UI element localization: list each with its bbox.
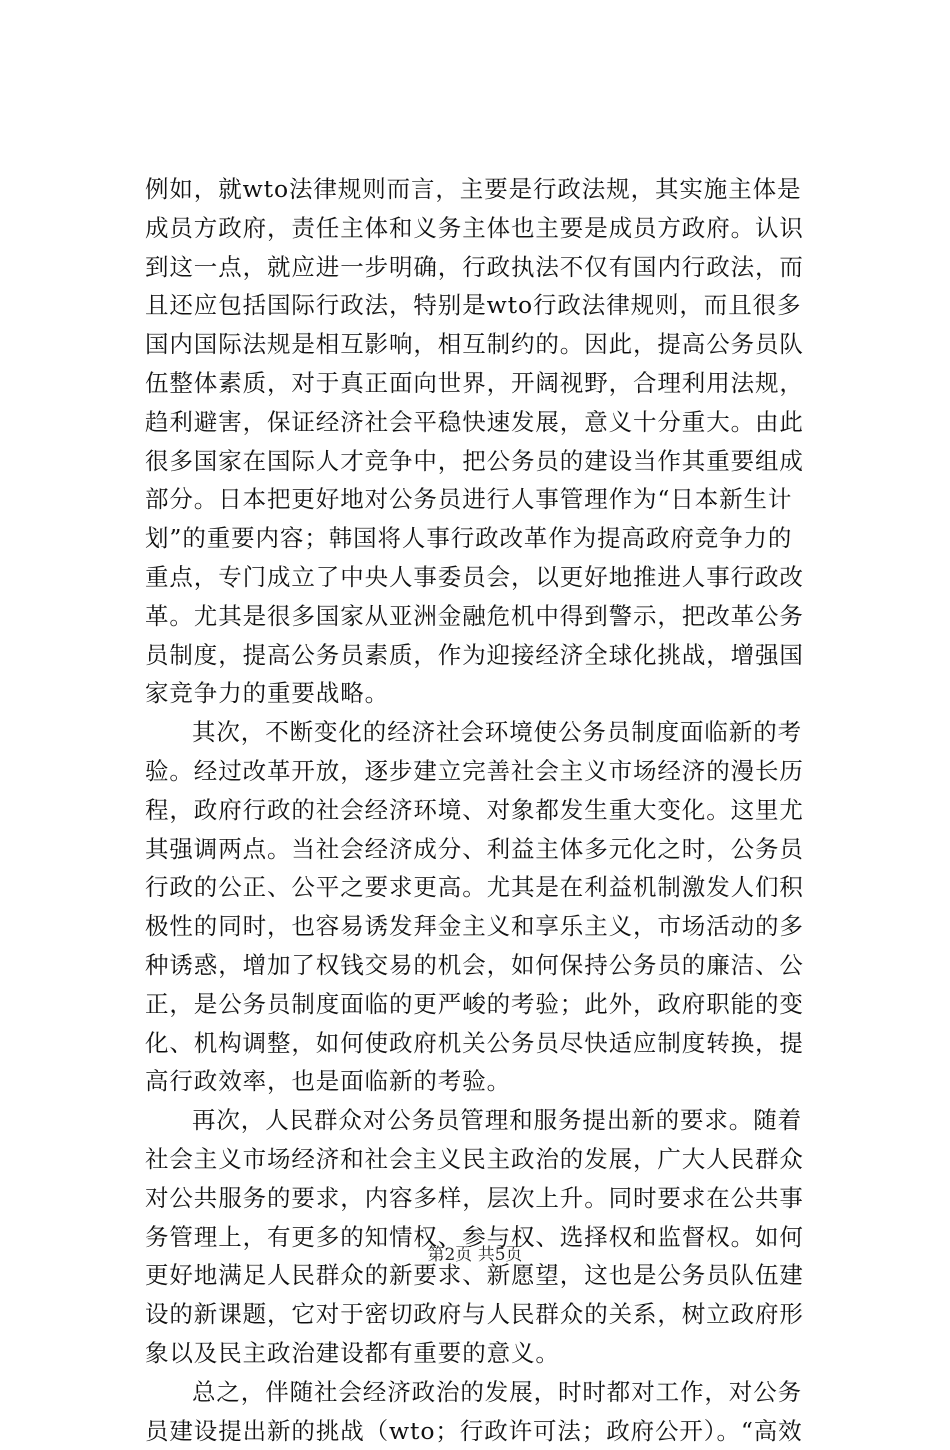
text-line: 革。尤其是很多国家从亚洲金融危机中得到警示，把改革公务	[145, 597, 810, 636]
text-line: 更好地满足人民群众的新要求、新愿望，这也是公务员队伍建	[145, 1256, 810, 1295]
text-line: 社会主义市场经济和社会主义民主政治的发展，广大人民群众	[145, 1140, 810, 1179]
paragraph-start-line: 总之，伴随社会经济政治的发展，时时都对工作，对公务	[145, 1373, 810, 1412]
text-line: 行政的公正、公平之要求更高。尤其是在利益机制激发人们积	[145, 868, 810, 907]
text-line: 趋利避害，保证经济社会平稳快速发展，意义十分重大。由此	[145, 403, 810, 442]
text-line: 其强调两点。当社会经济成分、利益主体多元化之时，公务员	[145, 830, 810, 869]
text-line: 且还应包括国际行政法，特别是wto行政法律规则，而且很多	[145, 286, 810, 325]
text-line: 家竞争力的重要战略。	[145, 674, 810, 713]
paragraph-start-line: 其次，不断变化的经济社会环境使公务员制度面临新的考	[145, 713, 810, 752]
text-line: 极性的同时，也容易诱发拜金主义和享乐主义，市场活动的多	[145, 907, 810, 946]
text-line: 很多国家在国际人才竞争中，把公务员的建设当作其重要组成	[145, 442, 810, 481]
text-line: 务管理上，有更多的知情权、参与权、选择权和监督权。如何	[145, 1218, 810, 1257]
text-line: 划”的重要内容；韩国将人事行政改革作为提高政府竞争力的	[145, 519, 810, 558]
text-line: 化、机构调整，如何使政府机关公务员尽快适应制度转换，提	[145, 1024, 810, 1063]
text-line: 设的新课题，它对于密切政府与人民群众的关系，树立政府形	[145, 1295, 810, 1334]
text-line: 员制度，提高公务员素质，作为迎接经济全球化挑战，增强国	[145, 636, 810, 675]
paragraph-start-line: 再次，人民群众对公务员管理和服务提出新的要求。随着	[145, 1101, 810, 1140]
text-line: 到这一点，就应进一步明确，行政执法不仅有国内行政法，而	[145, 248, 810, 287]
text-line: 验。经过改革开放，逐步建立完善社会主义市场经济的漫长历	[145, 752, 810, 791]
page-footer	[0, 1240, 950, 1265]
text-line: 高行政效率，也是面临新的考验。	[145, 1062, 810, 1101]
text-line: 国内国际法规是相互影响，相互制约的。因此，提高公务员队	[145, 325, 810, 364]
text-line: 象以及民主政治建设都有重要的意义。	[145, 1334, 810, 1373]
text-line: 重点，专门成立了中央人事委员会，以更好地推进人事行政改	[145, 558, 810, 597]
text-line: 种诱惑，增加了权钱交易的机会，如何保持公务员的廉洁、公	[145, 946, 810, 985]
text-line: 程，政府行政的社会经济环境、对象都发生重大变化。这里尤	[145, 791, 810, 830]
text-line: 成员方政府，责任主体和义务主体也主要是成员方政府。认识	[145, 209, 810, 248]
page-number-label: 第2页 共5页	[427, 1245, 522, 1265]
text-line: 部分。日本把更好地对公务员进行人事管理作为“日本新生计	[145, 480, 810, 519]
text-line: 正，是公务员制度面临的更严峻的考验；此外，政府职能的变	[145, 985, 810, 1024]
text-line: 伍整体素质，对于真正面向世界，开阔视野，合理利用法规，	[145, 364, 810, 403]
text-line: 例如，就wto法律规则而言，主要是行政法规，其实施主体是	[145, 170, 810, 209]
text-line: 员建设提出新的挑战（wto；行政许可法；政府公开）。“高效	[145, 1412, 810, 1450]
text-line: 对公共服务的要求，内容多样，层次上升。同时要求在公共事	[145, 1179, 810, 1218]
